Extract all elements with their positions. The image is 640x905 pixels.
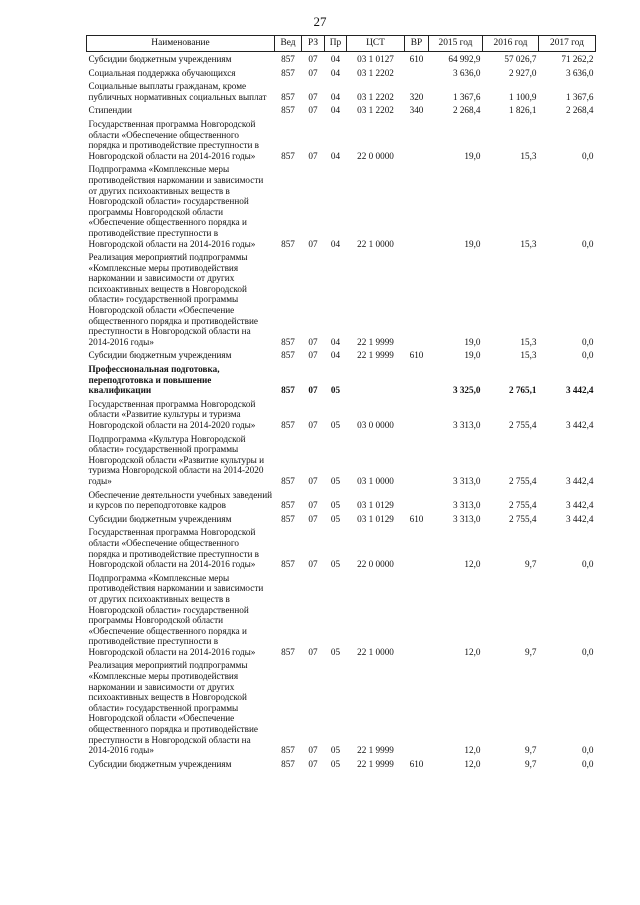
cell-cst: 22 1 9999 bbox=[357, 745, 394, 756]
cell-ved: 857 bbox=[281, 54, 295, 64]
cell-2016: 15,3 bbox=[520, 150, 537, 161]
table-row bbox=[87, 658, 596, 756]
cell-vr bbox=[405, 397, 429, 432]
cell-2015: 12,0 bbox=[464, 758, 481, 769]
cell-ved: 857 bbox=[281, 559, 295, 570]
cell-2015: 2 268,4 bbox=[452, 105, 481, 116]
cell-2016: 15,3 bbox=[520, 238, 537, 249]
cell-vr bbox=[405, 525, 429, 570]
table-row bbox=[87, 79, 596, 103]
table-body bbox=[87, 52, 596, 771]
cell-2017: 0,0 bbox=[582, 350, 594, 361]
cell-pr: 04 bbox=[330, 54, 341, 64]
cell-2017: 0,0 bbox=[582, 646, 594, 657]
cell-2016: 2 755,4 bbox=[508, 475, 537, 486]
cell-vr bbox=[405, 658, 429, 756]
cell-pr: 04 bbox=[330, 238, 341, 249]
cell-pr: 05 bbox=[330, 646, 341, 657]
cell-2017: 0,0 bbox=[582, 745, 594, 756]
cell-name: Субсидии бюджетным учреждениям bbox=[88, 758, 232, 769]
cell-name: Подпрограмма «Комплексные меры противодействия наркомании и зависимости от других психоактивных веществ в Новгородской области» государственной программы Новгородской области «Обеспечение общественного порядка и противодействие преступности в Новгородской области на 2014-2016 годы» bbox=[88, 572, 264, 657]
cell-pr: 05 bbox=[330, 385, 341, 396]
table-row bbox=[87, 117, 596, 162]
cell-ved: 857 bbox=[281, 475, 295, 486]
cell-name: Субсидии бюджетным учреждениям bbox=[88, 513, 232, 524]
cell-cst: 22 1 9999 bbox=[357, 350, 394, 361]
cell-cst bbox=[347, 362, 405, 397]
cell-ved: 857 bbox=[281, 91, 295, 102]
cell-2015: 3 636,0 bbox=[452, 67, 481, 78]
cell-name: Социальная поддержка обучающихся bbox=[88, 67, 236, 78]
cell-pr: 04 bbox=[330, 150, 341, 161]
cell-cst: 22 0 0000 bbox=[357, 150, 394, 161]
cell-pr: 05 bbox=[330, 500, 341, 511]
cell-ved: 857 bbox=[281, 745, 295, 756]
cell-name: Реализация мероприятий подпрограммы «Комплексные меры противодействия наркомании и зависимости от других психоактивных веществ в Новгородской области» государственной программы Новгородской области «Обеспечение общественного порядка и противодействие преступности в Новгородской области на 2014-2016 годы» bbox=[88, 660, 258, 756]
cell-2015: 12,0 bbox=[464, 646, 481, 657]
cell-2015: 19,0 bbox=[464, 350, 481, 361]
cell-name: Подпрограмма «Комплексные меры противодействия наркомании и зависимости от других психоактивных веществ в Новгородской области» государственной программы Новгородской области «Обеспечение общественного порядка и противодействие преступности в Новгородской области на 2014-2016 годы» bbox=[88, 164, 264, 249]
cell-rz: 07 bbox=[308, 385, 318, 396]
cell-2017: 2 268,4 bbox=[565, 105, 594, 116]
cell-2017: 0,0 bbox=[582, 150, 594, 161]
cell-name: Социальные выплаты гражданам, кроме публичных нормативных социальных выплат bbox=[88, 81, 267, 102]
header-ved: Вед bbox=[275, 36, 302, 52]
header-2015: 2015 год bbox=[429, 36, 483, 52]
cell-ved: 857 bbox=[281, 67, 295, 78]
cell-pr: 04 bbox=[330, 67, 341, 78]
cell-2015: 64 992,9 bbox=[448, 54, 481, 64]
cell-2016: 15,3 bbox=[520, 336, 537, 347]
table-row bbox=[87, 162, 596, 250]
header-vr: ВР bbox=[405, 36, 429, 52]
cell-2017: 3 442,4 bbox=[565, 513, 594, 524]
cell-2015: 12,0 bbox=[464, 559, 481, 570]
header-2017: 2017 год bbox=[539, 36, 596, 52]
cell-2016: 9,7 bbox=[525, 758, 537, 769]
cell-name: Стипендии bbox=[88, 105, 132, 116]
cell-2015: 3 313,0 bbox=[452, 500, 481, 511]
cell-2015: 12,0 bbox=[464, 745, 481, 756]
cell-name: Реализация мероприятий подпрограммы «Комплексные меры противодействия наркомании и зависимости от других психоактивных веществ в Новгородской области» государственной программы Новгородской области «Обеспечение общественного порядка и противодействие преступности в Новгородской области на 2014-2016 годы» bbox=[88, 252, 258, 347]
cell-vr bbox=[405, 162, 429, 250]
cell-vr bbox=[405, 117, 429, 162]
cell-pr: 04 bbox=[330, 350, 341, 361]
table-header bbox=[87, 36, 596, 52]
table-row bbox=[87, 362, 596, 397]
header-pr: Пр bbox=[325, 36, 347, 52]
cell-cst: 03 1 0127 bbox=[357, 54, 394, 64]
cell-2017: 3 442,4 bbox=[565, 420, 594, 430]
cell-cst: 03 1 2202 bbox=[357, 91, 394, 102]
cell-cst: 03 1 0129 bbox=[357, 513, 394, 524]
cell-vr bbox=[405, 362, 429, 397]
cell-vr: 610 bbox=[409, 350, 424, 361]
cell-2016: 2 755,4 bbox=[508, 513, 537, 524]
cell-pr: 04 bbox=[330, 105, 341, 116]
cell-pr: 05 bbox=[330, 513, 341, 524]
budget-table bbox=[86, 35, 596, 770]
cell-vr: 610 bbox=[409, 54, 424, 64]
cell-2016: 57 026,7 bbox=[504, 54, 537, 64]
cell-vr: 340 bbox=[409, 105, 424, 116]
cell-cst: 03 1 2202 bbox=[357, 67, 394, 78]
table-row bbox=[87, 66, 596, 80]
header-rz: РЗ bbox=[302, 36, 325, 52]
cell-2017: 3 442,4 bbox=[565, 385, 594, 396]
table-row bbox=[87, 571, 596, 659]
cell-2016: 9,7 bbox=[525, 559, 537, 570]
cell-rz: 07 bbox=[308, 54, 318, 64]
cell-vr bbox=[405, 571, 429, 659]
cell-ved: 857 bbox=[281, 758, 295, 769]
cell-name: Профессиональная подготовка, переподготовка и повышение квалификации bbox=[88, 364, 220, 396]
cell-cst: 22 1 9999 bbox=[357, 758, 394, 769]
cell-ved: 857 bbox=[281, 646, 295, 657]
cell-2016: 1 826,1 bbox=[508, 105, 537, 116]
cell-rz: 07 bbox=[308, 238, 318, 249]
cell-ved: 857 bbox=[281, 336, 295, 347]
cell-ved: 857 bbox=[281, 350, 295, 361]
cell-2017: 3 442,4 bbox=[565, 475, 594, 486]
table-row bbox=[87, 757, 596, 771]
header-cst: ЦСТ bbox=[347, 36, 405, 52]
cell-2016: 2 755,4 bbox=[508, 420, 537, 430]
cell-2016: 1 100,9 bbox=[508, 91, 537, 102]
cell-vr: 610 bbox=[409, 513, 424, 524]
cell-cst: 22 0 0000 bbox=[357, 559, 394, 570]
cell-pr: 04 bbox=[330, 91, 341, 102]
cell-vr bbox=[405, 432, 429, 488]
cell-ved: 857 bbox=[281, 150, 295, 161]
cell-ved: 857 bbox=[281, 385, 295, 396]
cell-rz: 07 bbox=[308, 646, 318, 657]
cell-pr: 05 bbox=[330, 745, 341, 756]
cell-rz: 07 bbox=[308, 758, 318, 769]
header-name: Наименование bbox=[87, 36, 275, 52]
cell-rz: 07 bbox=[308, 500, 318, 511]
cell-ved: 857 bbox=[281, 238, 295, 249]
cell-2017: 3 636,0 bbox=[565, 67, 594, 78]
cell-2016: 2 765,1 bbox=[508, 385, 537, 396]
cell-2017: 0,0 bbox=[582, 238, 594, 249]
cell-pr: 05 bbox=[330, 559, 341, 570]
cell-rz: 07 bbox=[308, 475, 318, 486]
cell-name: Подпрограмма «Культура Новгородской области» государственной программы Новгородской области «Развитие культуры и туризма Новгородской области на 2014-2020 годы» bbox=[88, 433, 265, 486]
cell-cst: 03 0 0000 bbox=[357, 420, 394, 430]
cell-vr bbox=[405, 250, 429, 348]
header-2016: 2016 год bbox=[483, 36, 539, 52]
cell-name: Обеспечение деятельности учебных заведений и курсов по переподготовке кадров bbox=[88, 489, 273, 511]
cell-vr bbox=[405, 488, 429, 512]
cell-cst: 22 1 0000 bbox=[357, 646, 394, 657]
cell-name: Государственная программа Новгородской области «Обеспечение общественного порядка и противодействие преступности в Новгородской области на 2014-2016 годы» bbox=[88, 118, 260, 161]
cell-2016: 2 755,4 bbox=[508, 500, 537, 511]
cell-cst: 03 1 0129 bbox=[357, 500, 394, 511]
cell-2016: 9,7 bbox=[525, 745, 537, 756]
cell-pr: 05 bbox=[330, 758, 341, 769]
cell-rz: 07 bbox=[308, 91, 318, 102]
cell-2015: 19,0 bbox=[464, 150, 481, 161]
cell-2017: 3 442,4 bbox=[565, 500, 594, 511]
cell-cst: 03 1 2202 bbox=[357, 105, 394, 116]
cell-2015: 19,0 bbox=[464, 238, 481, 249]
cell-pr: 05 bbox=[330, 475, 341, 486]
cell-vr: 320 bbox=[409, 91, 424, 102]
cell-ved: 857 bbox=[281, 420, 295, 430]
table-row bbox=[87, 488, 596, 512]
table-row bbox=[87, 250, 596, 348]
cell-rz: 07 bbox=[308, 67, 318, 78]
page-number: 27 bbox=[313, 14, 327, 29]
cell-2015: 3 313,0 bbox=[452, 475, 481, 486]
table-row bbox=[87, 525, 596, 570]
cell-2015: 1 367,6 bbox=[452, 91, 481, 102]
cell-name: Государственная программа Новгородской области «Обеспечение общественного порядка и противодействие преступности в Новгородской области на 2014-2016 годы» bbox=[88, 527, 260, 570]
table-row bbox=[87, 512, 596, 526]
cell-rz: 07 bbox=[308, 336, 318, 347]
cell-cst: 22 1 9999 bbox=[357, 336, 394, 347]
cell-2016: 2 927,0 bbox=[508, 67, 537, 78]
cell-cst: 03 1 0000 bbox=[357, 475, 394, 486]
cell-2017: 0,0 bbox=[582, 559, 594, 570]
cell-name: Государственная программа Новгородской области «Развитие культуры и туризма Новгородской области на 2014-2020 годы» bbox=[88, 398, 256, 430]
cell-cst: 22 1 0000 bbox=[357, 238, 394, 249]
cell-2017: 0,0 bbox=[582, 758, 594, 769]
cell-2015: 3 325,0 bbox=[452, 385, 481, 396]
cell-2015: 3 313,0 bbox=[452, 513, 481, 524]
cell-ved: 857 bbox=[281, 513, 295, 524]
cell-rz: 07 bbox=[308, 513, 318, 524]
cell-2015: 19,0 bbox=[464, 336, 481, 347]
cell-vr: 610 bbox=[409, 758, 424, 769]
cell-name: Субсидии бюджетным учреждениям bbox=[88, 350, 232, 361]
cell-rz: 07 bbox=[308, 350, 318, 361]
cell-ved: 857 bbox=[281, 105, 295, 116]
table-row bbox=[87, 348, 596, 362]
table-row bbox=[87, 103, 596, 117]
cell-2017: 71 262,2 bbox=[561, 54, 594, 64]
cell-pr: 04 bbox=[330, 336, 341, 347]
cell-pr: 05 bbox=[330, 420, 341, 430]
cell-rz: 07 bbox=[308, 105, 318, 116]
cell-rz: 07 bbox=[308, 559, 318, 570]
cell-2017: 0,0 bbox=[582, 336, 594, 347]
cell-2016: 15,3 bbox=[520, 350, 537, 361]
table-row bbox=[87, 432, 596, 488]
cell-rz: 07 bbox=[308, 420, 318, 430]
table-row bbox=[87, 52, 596, 66]
cell-2015: 3 313,0 bbox=[452, 420, 481, 430]
cell-2017: 1 367,6 bbox=[565, 91, 594, 102]
cell-name: Субсидии бюджетным учреждениям bbox=[88, 54, 232, 64]
cell-ved: 857 bbox=[281, 500, 295, 511]
table-row bbox=[87, 397, 596, 432]
cell-rz: 07 bbox=[308, 150, 318, 161]
cell-2016: 9,7 bbox=[525, 646, 537, 657]
cell-rz: 07 bbox=[308, 745, 318, 756]
cell-vr bbox=[405, 66, 429, 80]
